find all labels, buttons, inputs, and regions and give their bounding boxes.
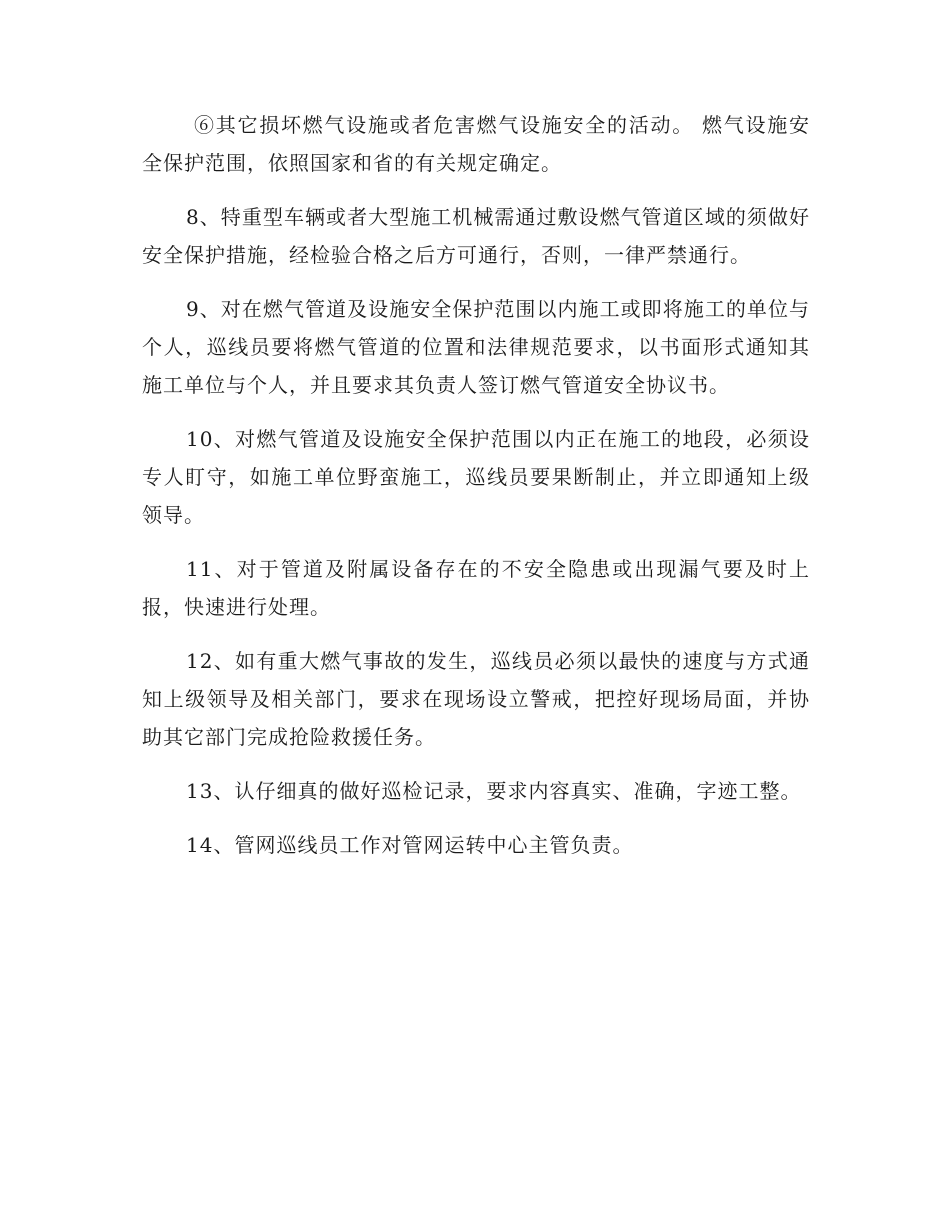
paragraph-item-11: 11、对于管道及附属设备存在的不安全隐患或出现漏气要及时上报，快速进行处理。 (142, 557, 810, 619)
paragraph-item-8: 8、特重型车辆或者大型施工机械需通过敷设燃气管道区域的须做好安全保护措施，经检验合格之后方可通行，否则，一律严禁通行。 (142, 205, 810, 267)
paragraph-item-10: 10、对燃气管道及设施安全保护范围以内正在施工的地段，必须设专人盯守，如施工单位野蛮施工，巡线员要果断制止，并立即通知上级领导。 (142, 427, 810, 527)
paragraph-item-13: 13、认仔细真的做好巡检记录，要求内容真实、准确，字迹工整。 (186, 779, 802, 803)
paragraph-item-14: 14、管网巡线员工作对管网运转中心主管负责。 (186, 833, 634, 857)
paragraph-item-12: 12、如有重大燃气事故的发生，巡线员必须以最快的速度与方式通知上级领导及相关部门，要求在现场设立警戒，把控好现场局面，并协助其它部门完成抢险救援任务。 (142, 649, 810, 749)
paragraph-item-6: ⑥其它损坏燃气设施或者危害燃气设施安全的活动。 燃气设施安全保护范围，依照国家和省的有关规定确定。 (142, 113, 810, 175)
document-body (142, 106, 810, 880)
paragraph-item-9: 9、对在燃气管道及设施安全保护范围以内施工或即将施工的单位与个人，巡线员要将燃气管道的位置和法律规范要求，以书面形式通知其施工单位与个人，并且要求其负责人签订燃气管道安全协议书。 (142, 297, 810, 397)
